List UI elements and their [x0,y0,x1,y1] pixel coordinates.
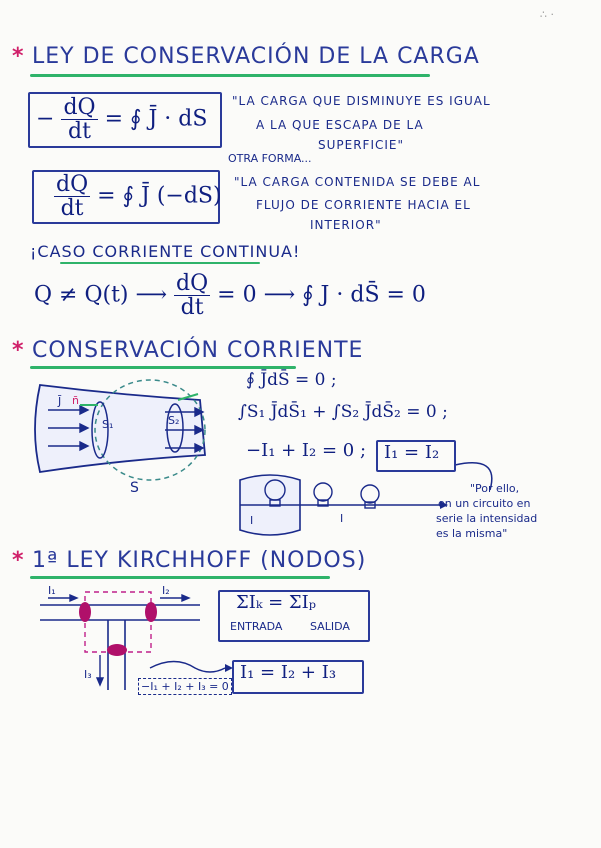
note-line3: serie la intensidad [436,512,538,525]
equation3-lhs: Q ≠ Q(t) ⟶ [34,282,168,308]
equation-a: ∮ J̄dS̄ = 0 ; [246,370,337,390]
node-dashed-surface [85,592,151,652]
equation-b: ∫S₁ J̄dS̄₁ + ∫S₂ J̄dS̄₂ = 0 ; [238,402,448,422]
quote2-line3: INTERIOR" [310,218,382,232]
section2-title: CONSERVACIÓN CORRIENTE [32,338,364,363]
node-crossing-2 [145,602,157,622]
note-line1: "Por ello, [470,482,520,495]
equation3-num: dQ [176,271,209,296]
equation1-num: dQ [63,95,96,120]
section2-bullet: * [12,338,24,363]
label-i-1: I [250,514,254,527]
equation2-den: dt [60,196,84,222]
label-salida: SALIDA [310,620,350,633]
section3-bullet: * [12,548,24,573]
equation1-minus: − [36,106,55,132]
node-crossing-1 [79,602,91,622]
bulb-icon [361,485,379,503]
wavy-arrow [150,662,225,673]
label-i3: I₃ [84,668,92,681]
label-s1: S₁ [102,418,114,431]
quote1-line1: "LA CARGA QUE DISMINUYE ES IGUAL [232,94,491,108]
equation2-num: dQ [56,172,89,197]
label-s2: S₂ [168,414,180,427]
equation1-rhs: = ∮ J̄ · dS [104,106,208,132]
node-crossing-3 [107,644,127,656]
equation1-den: dt [68,119,91,145]
label-j: J̄ [58,395,62,408]
quote2-line2: FLUJO DE CORRIENTE HACIA EL [256,198,471,212]
equation3-rhs: = 0 ⟶ ∮ J · dS̄ = 0 [217,282,426,308]
kirchhoff-arrows [48,595,189,685]
bulb-icon [314,483,332,501]
kirchhoff-result: I₁ = I₂ + I₃ [240,662,337,683]
kirchhoff-sum: ΣIₖ = ΣIₚ [236,592,316,613]
section1-title: LEY DE CONSERVACIÓN DE LA CARGA [32,44,480,69]
section3-title: 1ª LEY KIRCHHOFF (NODOS) [32,548,367,573]
quote2-line1: "LA CARGA CONTENIDA SE DEBE AL [234,175,481,189]
equation-c-boxed: I₁ = I₂ [384,442,440,463]
equation3-den: dt [180,295,204,321]
section3-underline [30,576,330,579]
otra-forma-label: OTRA FORMA... [228,152,312,165]
caso-label: ¡CASO CORRIENTE CONTINUA! [30,242,301,261]
label-entrada: ENTRADA [230,620,283,633]
quote1-line3: SUPERFICIE" [318,138,405,152]
label-i1: I₁ [48,584,56,597]
kirchhoff-small-eq: −I₁ + I₂ + I₃ = 0 [138,678,232,695]
label-s: S [130,480,139,496]
label-i-2: I [340,512,344,525]
note-line2: en un circuito en [438,497,531,510]
equation-c: −I₁ + I₂ = 0 ; [246,440,367,461]
corner-marks: ∴ · [540,8,554,21]
quote1-line2: A LA QUE ESCAPA DE LA [256,118,424,132]
label-i2: I₂ [162,584,170,597]
note-line4: es la misma" [436,527,508,540]
equation2-rhs: = ∮ J̄ (−dS) [97,183,222,209]
label-n: n̄ [72,394,79,407]
section1-bullet: * [12,44,24,69]
